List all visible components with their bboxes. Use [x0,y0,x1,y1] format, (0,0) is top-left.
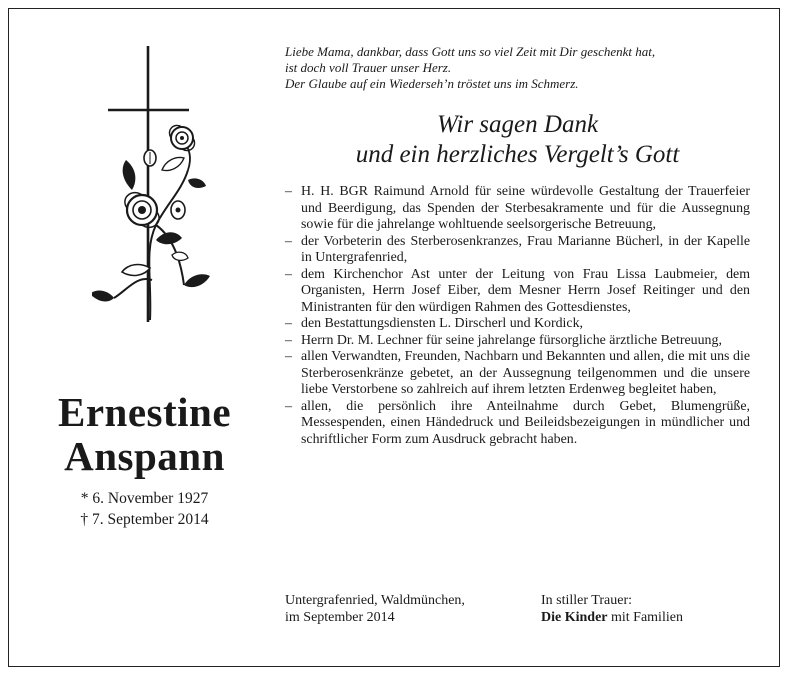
children: Die Kinder [541,610,608,625]
thanks-item: – allen, die persönlich ihre Anteilnahme durch Gebet, Blumengrüße, Messespenden, einen Händedruck und Beileidsbezeigungen in mündlicher und schriftlicher Form zum Ausdruck gebracht haben. [285,399,750,449]
thanks-item: – H. H. BGR Raimund Arnold für seine würdevolle Gestaltung der Trauerfeier und Beerdigung, das Spenden der Sterbesakramente und für die Aussegnung sowie für die jahrelange wohltuende seelsorgerische Betreuung, [285,184,750,234]
thanks-item: – der Vorbeterin des Sterberosenkranzes, Frau Marianne Bücherl, in der Kapelle in Untergrafenried, [285,234,750,267]
thanks-list [285,184,750,448]
heading-line: Wir sagen Dank [436,111,599,138]
birth-date: * 6. November 1927 [80,490,209,507]
families: mit Familien [607,610,683,625]
poem-line: ist doch voll Trauer unser Herz. [285,60,452,75]
thanks-item: – dem Kirchenchor Ast unter der Leitung von Frau Lissa Laubmeier, dem Organisten, Herrn Josef Eiber, dem Mesner Herrn Josef Reitinger und den Ministranten für den würdigen Rahmen des Gottesdienstes, [285,267,750,317]
date: im September 2014 [285,610,395,625]
right-column [285,44,750,448]
place: Untergrafenried, Waldmünchen, [285,593,465,608]
cross-with-roses-icon [92,40,242,340]
life-dates [22,488,267,530]
mourning-label: In stiller Trauer: [541,593,632,608]
left-column [22,40,267,640]
heading-line: und ein herzliches Vergelt’s Gott [355,141,680,168]
place-and-date [285,592,535,626]
death-date: † 7. September 2014 [80,511,209,528]
mourners [541,592,761,626]
thanks-heading [285,110,750,170]
thanks-item: – den Bestattungsdiensten L. Dirscherl und Kordick, [285,316,750,333]
first-name: Ernestine [57,389,232,435]
poem-line: Der Glaube auf ein Wiederseh’n tröstet uns im Schmerz. [285,76,579,91]
thanks-item: – Herrn Dr. M. Lechner für seine jahrelange fürsorgliche ärztliche Betreuung, [285,333,750,350]
poem [285,44,750,92]
deceased-name [22,390,267,478]
last-name: Anspann [64,433,225,479]
mourners-line [541,609,761,626]
poem-line: Liebe Mama, dankbar, dass Gott uns so viel Zeit mit Dir geschenkt hat, [285,44,656,59]
thanks-item: – allen Verwandten, Freunden, Nachbarn und Bekannten und allen, die mit uns die Sterberosenkränze gebetet, an der Aussegnung teilgenommen und die unsere liebe Verstorbene so zahlreich auf ihrem letzten Erdenweg begleitet haben, [285,349,750,399]
